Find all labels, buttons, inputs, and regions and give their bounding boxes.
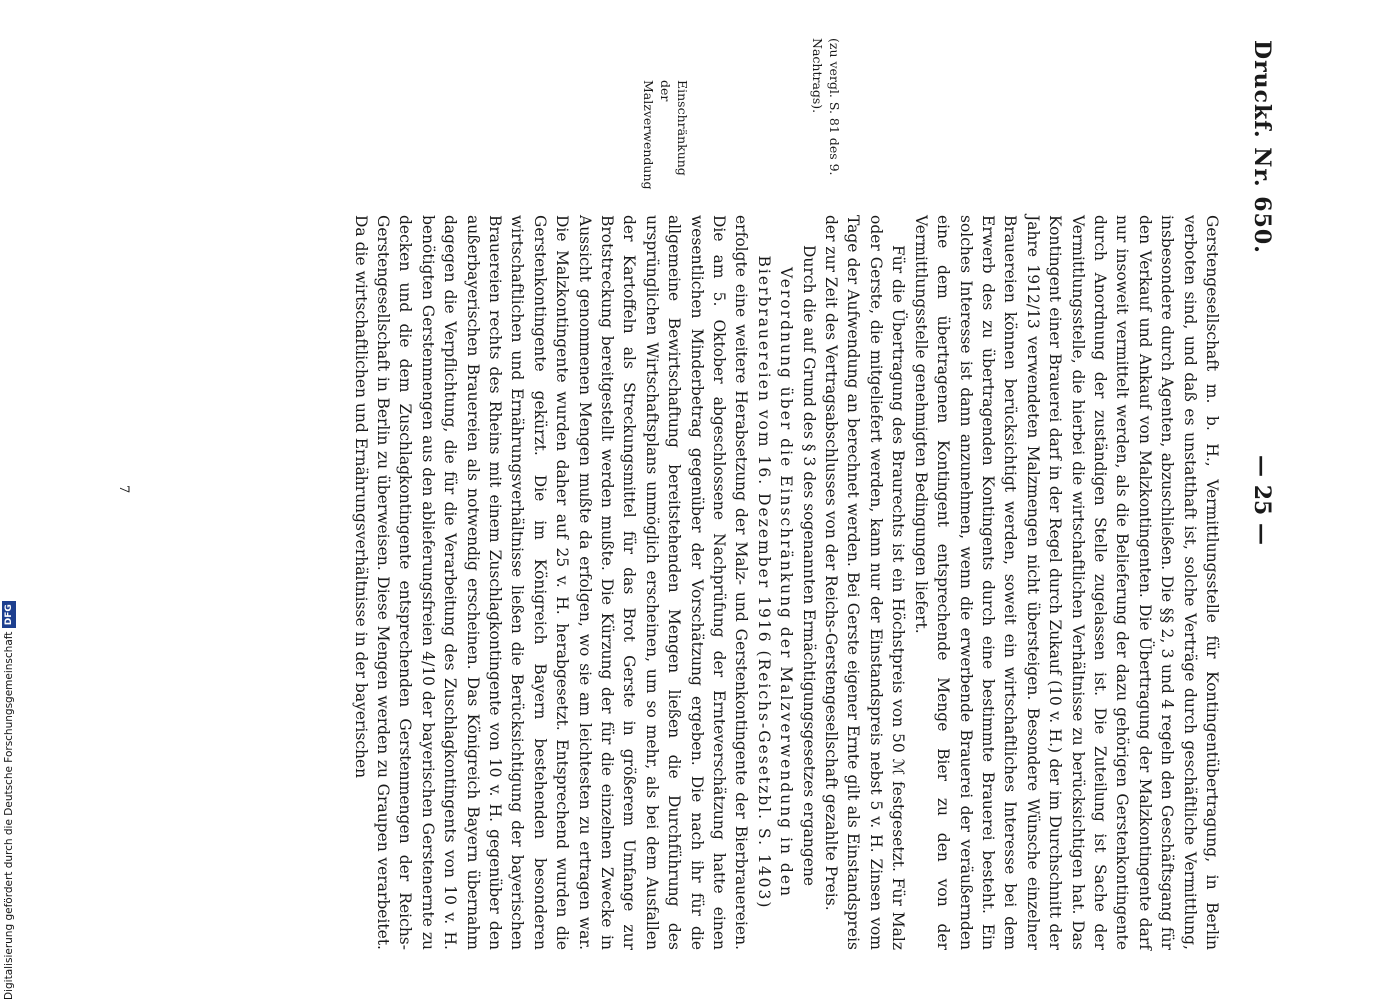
drucksache-number: Druckf. Nr. 650. [1249, 40, 1275, 254]
body-text [349, 215, 1223, 950]
sheet-number: 7 [116, 485, 131, 494]
paragraph: erfolgte eine weitere Herabsetzung der Malz- und Gerstenkontingente der Bierbrauereien. Die am 5. Oktober abgeschlossene Nachprüfung der Ernteverschätzung hatte einen wesentlichen Minderbetrag gegenüber der Vorschätzung ergeben. Die nach ihr für die allgemeine Bewirtschaftung bereitstehenden Mengen ließen die Durchführung des ursprünglichen Wirtschaftsplans unmöglich erscheinen, um so mehr, als bei dem Ausfallen der Kartoffeln als Streckungsmittel für das Brot Gerste in größerem Umfange zur Brotstreckung bereitgestellt werden mußte. Die Kürzung der für die einzelnen Zwecke in Aussicht genommenen Mengen mußte da erfolgen, wo sie am leichtesten zu ertragen war. Die Malzkontingente wurden daher auf 25 v. H. herabgesetzt. Entsprechend wurden die Gerstenkontingente gekürzt. Die im Königreich Bayern bestehenden besonderen wirtschaftlichen und Ernährungsverhältnisse ließen die Berücksichtigung der bayerischen Brauereien rechts des Rheins mit einem Zuschlagkontingente von 10 v. H. gegenüber den außerbayerischen Brauereien als notwendig erscheinen. Das Königreich Bayern übernahm dagegen die Verpflichtung, die für die Verarbeitung des Zuschlagkontingents von 10 v. H. benötigten Gerstenmengen aus den ablieferungsfreien 4/10 der bayerischen Gerstenernte zu decken und die dem Zuschlagkontingente entsprechenden Gerstenmengen der Reichs-Gerstengesellschaft in Berlin zu überweisen. Diese Mengen werden zu Graupen verarbeitet. Da die wirtschaftlichen und Ernährungsverhältnisse in der bayerischen [351, 215, 751, 950]
margin-note-malzverwendung: Einschränkung der Malzverwendung [641, 80, 690, 190]
dfg-credit [0, 605, 19, 1000]
paragraph: Gerstengesellschaft m. b. H., Vermittlungsstelle für Kontingentübertragung, in Berlin verboten sind, und daß es unstatthaft ist, solche Verträge durch geschäftliche Vermittlung, insbesondere durch Agenten, abzuschließen. Die §§ 2, 3 und 4 regeln den Geschäftsgang für den Verkauf und Ankauf von Malzkontingenten. Die Übertragung der Malzkontingente darf nur insoweit vermittelt werden, als die Belieferung der dazu gehörigen Gerstenkontingente durch Anordnung der zuständigen Stelle zugelassen ist. Die Zuteilung ist Sache der Vermittlungsstelle, die hierbei die wirtschaftlichen Verhältnisse zu berücksichtigen hat. Das Kontingent einer Brauerei darf in der Regel durch Zukauf (10 v. H.) der im Durchschnitt der Jahre 1912/13 verwendeten Malzmengen nicht übersteigen. Besondere Wünsche einzelner Brauereien können berücksichtigt werden, soweit ein wirtschaftliches Interesse bei dem Erwerb des zu übertragenden Kontingents durch eine bestimmte Brauerei besteht. Ein solches Interesse ist dann anzunehmen, wenn die erwerbende Brauerei der veräußernden eine dem übertragenen Kontingent entsprechende Menge Bier zu den von der Vermittlungsstelle genehmigten Bedingungen liefert. [911, 215, 1221, 950]
dfg-logo: DFG [2, 601, 16, 628]
page-number: — 25 — [1249, 455, 1275, 545]
paragraph: Durch die auf Grund des § 3 des sogenannten Ermächtigungsgesetzes ergangene [799, 245, 818, 887]
paragraph: Für die Übertragung des Braurechts ist ein Höchstpreis von 50 ℳ festgesetzt. Für Malz oder Gerste, die mitgeliefert werden, kann nur der Einstandspreis nebst 5 v. H. Zinsen vom Tage der Aufwendung an berechnet werden. Bei Gerste eigener Ernte gilt als Einstandspreis der zur Zeit des Vertragsabschlusses von der Reichs-Gerstengesellschaft gezahlte Preis. [822, 215, 908, 950]
ordinance-title: Verordnung über die Einschränkung der Malzverwendung in den Bierbrauereien vom 16. Dezember 1916 (Reichs-Gesetzbl. S. 1403) [754, 255, 796, 910]
margin-note-reference: (zu vergl. S. 81 des 9. Nachtrags). [810, 38, 842, 176]
dfg-credit-text: Digitalisierung gefördert durch die Deutsche Forschungsgemeinschaft [3, 631, 15, 1000]
